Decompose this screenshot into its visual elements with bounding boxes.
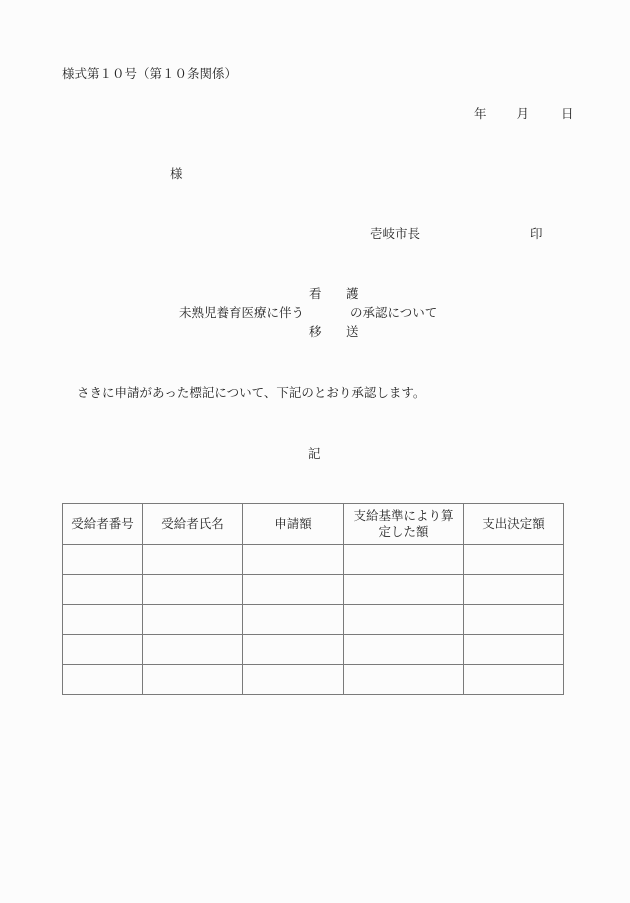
- cell-recipient-name: [143, 635, 243, 665]
- cell-requested-amount: [243, 635, 344, 665]
- table-row: [63, 545, 564, 575]
- cell-decided-amount: [464, 605, 564, 635]
- form-number: 様式第１０号（第１０条関係）: [62, 66, 238, 81]
- table-row: [63, 575, 564, 605]
- cell-calculated-amount: [344, 605, 464, 635]
- title-suffix: の承認について: [350, 305, 438, 320]
- cell-calculated-amount: [344, 545, 464, 575]
- cell-calculated-amount: [344, 665, 464, 695]
- cell-recipient-number: [63, 635, 143, 665]
- cell-recipient-name: [143, 665, 243, 695]
- cell-recipient-number: [63, 545, 143, 575]
- seal-mark: 印: [530, 226, 543, 241]
- cell-decided-amount: [464, 635, 564, 665]
- cell-recipient-name: [143, 605, 243, 635]
- header-recipient-name: 受給者氏名: [143, 504, 243, 545]
- header-calculated-amount: 支給基準により算定した額: [344, 504, 464, 545]
- date-day-label: 日: [561, 106, 574, 121]
- cell-decided-amount: [464, 665, 564, 695]
- cell-recipient-number: [63, 605, 143, 635]
- cell-recipient-name: [143, 575, 243, 605]
- cell-recipient-number: [63, 575, 143, 605]
- issuer-name: 壱岐市長: [370, 226, 421, 241]
- cell-recipient-number: [63, 665, 143, 695]
- title-option-nursing: 看 護: [309, 286, 365, 301]
- date-year-label: 年: [474, 106, 487, 121]
- cell-requested-amount: [243, 665, 344, 695]
- date-line: [474, 106, 574, 122]
- date-month-label: 月: [516, 106, 530, 121]
- body-text: さきに申請があった標記について、下記のとおり承認します。: [77, 385, 426, 400]
- ki-heading: 記: [308, 446, 321, 461]
- table-row: [63, 635, 564, 665]
- cell-decided-amount: [464, 575, 564, 605]
- title-main: [179, 305, 437, 321]
- cell-calculated-amount: [344, 575, 464, 605]
- cell-requested-amount: [243, 605, 344, 635]
- approval-table: [62, 503, 564, 695]
- cell-recipient-name: [143, 545, 243, 575]
- header-recipient-number: 受給者番号: [63, 504, 143, 545]
- header-requested-amount: 申請額: [243, 504, 344, 545]
- cell-requested-amount: [243, 575, 344, 605]
- title-option-transport: 移 送: [309, 324, 365, 339]
- title-prefix: 未熟児養育医療に伴う: [179, 305, 305, 320]
- table-row: [63, 665, 564, 695]
- table-header-row: [63, 504, 564, 545]
- cell-calculated-amount: [344, 635, 464, 665]
- addressee-suffix: 様: [170, 166, 183, 181]
- header-decided-amount: 支出決定額: [464, 504, 564, 545]
- cell-decided-amount: [464, 545, 564, 575]
- cell-requested-amount: [243, 545, 344, 575]
- table-row: [63, 605, 564, 635]
